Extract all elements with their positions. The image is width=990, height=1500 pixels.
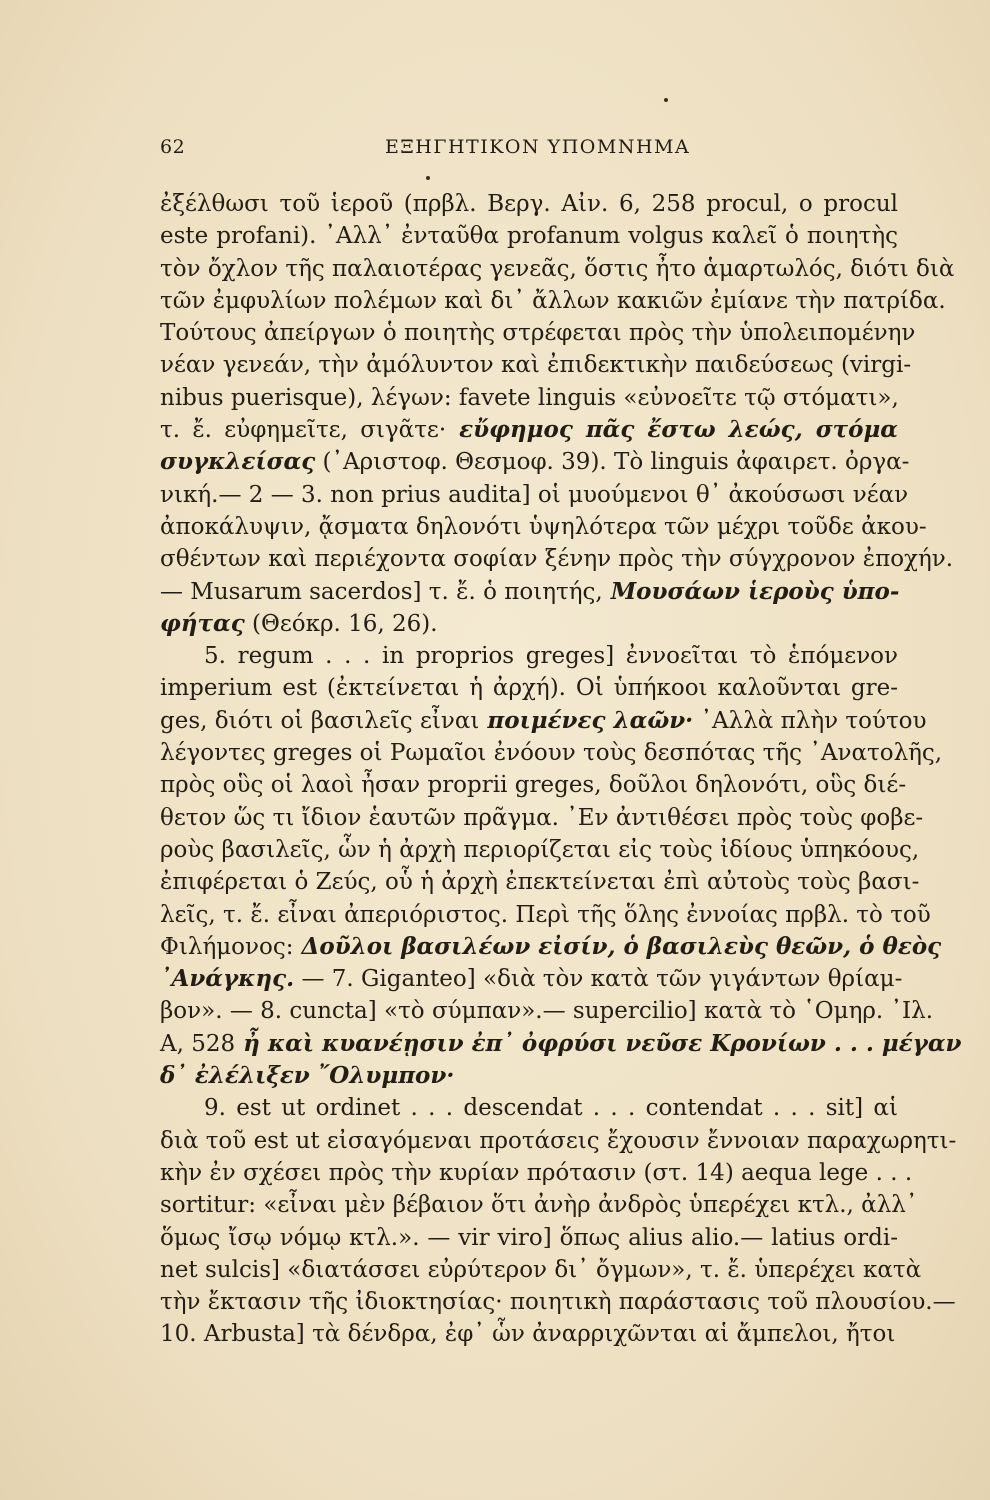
- text-line: [160, 769, 907, 801]
- line-segment: διὰ τοῦ est ut εἰσαγόμεναι προτάσεις ἔχουσιν ἔννοιαν παραχωρητι-: [160, 1127, 957, 1154]
- text-line: [160, 479, 909, 511]
- emphasized-quote: Δοῦλοι βασιλέων εἰσίν, ὁ βασιλεὺς θεῶν, ὁ θεὸς: [293, 932, 942, 960]
- line-segment: imperium est (ἐκτείνεται ἡ ἀρχή). Οἱ ὑπήκοοι καλοῦνται gre-: [160, 675, 898, 702]
- emphasized-quote: συγκλείσας: [160, 448, 316, 476]
- emphasized-quote: ἦ καὶ κυανέῃσιν ἐπ᾿ ὀφρύσι νεῦσε Κρονίων . . . μέγαν: [235, 1029, 962, 1057]
- text-line: [160, 1222, 898, 1254]
- line-segment: βον». — 8. cuncta] «τὸ σύμπαν».— supercilio] κατὰ τὸ ῾Ομηρ. ᾿Ιλ.: [160, 998, 934, 1025]
- commentary-text: [160, 188, 962, 1351]
- line-segment: τὴν ἔκτασιν τῆς ἰδιοκτησίας· ποιητικὴ παράστασις τοῦ πλουσίου.—: [160, 1289, 956, 1316]
- line-segment: — 7. Giganteo] «διὰ τὸν κατὰ τῶν γιγάντων θρίαμ-: [294, 966, 903, 993]
- text-line: [160, 1286, 956, 1318]
- text-line: [160, 672, 898, 704]
- line-segment: nibus puerisque), λέγων: favete linguis «εὐνοεῖτε τῷ στόματι»,: [160, 384, 899, 411]
- line-segment: σθέντων καὶ περιέχοντα σοφίαν ξένην πρὸς τὴν σύγχρονον ἐποχήν.: [160, 546, 954, 573]
- line-segment: ges, διότι οἱ βασιλεῖς εἶναι: [160, 707, 480, 734]
- line-segment: θετον ὥς τι ἴδιον ἑαυτῶν πρᾶγμα. ᾿Εν ἀντιθέσει πρὸς τοὺς φοβε-: [160, 804, 924, 831]
- emphasized-quote: Μουσάων ἱεροὺς ὑπο-: [602, 577, 900, 605]
- text-line: [160, 963, 903, 995]
- page-number: 62: [160, 136, 186, 158]
- line-segment: net sulcis] «διατάσσει εὐρύτερον δι᾿ ὄγμων», τ. ἔ. ὑπερέχει κατὰ: [160, 1256, 922, 1283]
- text-line: [160, 220, 898, 252]
- text-line: [160, 317, 916, 349]
- line-segment: sortitur: «εἶναι μὲν βέβαιον ὅτι ἀνὴρ ἀνδρὸς ὑπερέχει κτλ., ἀλλ᾿: [160, 1192, 918, 1219]
- text-line: [160, 737, 943, 769]
- line-segment: Τούτους ἀπείργων ὁ ποιητὴς στρέφεται πρὸς τὴν ὑπολειπομένην: [160, 320, 916, 347]
- line-segment: λεῖς, τ. ἔ. εἶναι ἀπεριόριστος. Περὶ τῆς ὅλης ἐννοίας πρβλ. τὸ τοῦ: [160, 901, 931, 928]
- text-line: [160, 1318, 898, 1350]
- line-segment: τῶν ἐμφυλίων πολέμων καὶ δι᾿ ἄλλων κακιῶν ἐμίανε τὴν πατρίδα.: [160, 287, 946, 314]
- line-segment: κὴν ἐν σχέσει πρὸς τὴν κυρίαν πρότασιν (στ. 14) aequa lege . . .: [160, 1159, 913, 1186]
- text-line: [160, 511, 927, 543]
- text-line: [160, 640, 898, 672]
- text-line: [160, 899, 931, 931]
- emphasized-quote: ποιμένες λαῶν·: [479, 706, 694, 734]
- line-segment: ἐπιφέρεται ὁ Ζεύς, οὗ ἡ ἀρχὴ ἐπεκτείνεται ἐπὶ αὐτοὺς τοὺς βασι-: [160, 869, 920, 896]
- text-line: [160, 382, 898, 414]
- text-line: [160, 1060, 898, 1092]
- text-line: [160, 1157, 913, 1189]
- line-segment: τὸν ὄχλον τῆς παλαιοτέρας γενεᾶς, ὅστις ἦτο ἁμαρτωλός, διότι διὰ: [160, 255, 955, 282]
- text-line: [160, 802, 924, 834]
- text-line: [160, 608, 898, 640]
- text-line: [160, 1189, 918, 1221]
- emphasized-quote: φήτας: [160, 609, 245, 637]
- text-line: [160, 995, 934, 1027]
- ink-speck: [664, 98, 668, 102]
- text-line: [160, 1254, 922, 1286]
- text-line: [160, 543, 954, 575]
- ink-speck: [426, 176, 430, 180]
- line-segment: πρὸς οὓς οἱ λαοὶ ἦσαν proprii greges, δοῦλοι δηλονότι, οὓς διέ-: [160, 772, 907, 799]
- line-segment: — Musarum sacerdos] τ. ἔ. ὁ ποιητής,: [160, 578, 603, 605]
- emphasized-quote: δ᾿ ἐλέλιξεν ῎Ολυμπον·: [160, 1062, 455, 1090]
- line-segment: Α, 528: [160, 1030, 236, 1057]
- running-head: ΕΞΗΓΗΤΙΚΟΝ ΥΠΟΜΝΗΜΑ: [385, 136, 691, 158]
- line-segment: νική.— 2 — 3. non prius audita] οἱ μυούμενοι θ᾿ ἀκούσωσι νέαν: [160, 481, 909, 508]
- text-line: [160, 414, 898, 446]
- line-segment: λέγοντες greges οἱ Ρωμαῖοι ἐνόουν τοὺς δεσπότας τῆς ᾿Ανατολῆς,: [160, 740, 943, 767]
- line-segment: 5. regum . . . in proprios greges] ἐννοεῖται τὸ ἑπόμενον: [204, 643, 898, 670]
- line-segment: (᾿Αριστοφ. Θεσμοφ. 39). Τὸ linguis ἀφαιρετ. ὀργα-: [315, 449, 910, 476]
- text-line: [160, 188, 898, 220]
- text-line: [160, 446, 910, 478]
- text-line: [160, 1092, 898, 1124]
- text-line: [160, 1125, 957, 1157]
- text-line: [160, 285, 946, 317]
- line-segment: 9. est ut ordinet . . . descendat . . . contendat . . . sit] αἱ: [204, 1095, 898, 1122]
- text-line: [160, 705, 927, 737]
- text-line: [160, 349, 912, 381]
- line-segment: τ. ἔ. εὐφημεῖτε, σιγᾶτε·: [160, 417, 447, 444]
- page-header: [160, 136, 900, 166]
- line-segment: νέαν γενεάν, τὴν ἀμόλυντον καὶ ἐπιδεκτικὴν παιδεύσεως (virgi-: [160, 352, 912, 379]
- text-line: [160, 253, 955, 285]
- line-segment: ᾿Αλλὰ πλὴν τούτου: [693, 707, 927, 734]
- text-line: [160, 1028, 962, 1060]
- line-segment: (Θεόκρ. 16, 26).: [244, 610, 438, 637]
- text-line: [160, 866, 920, 898]
- line-segment: ἀποκάλυψιν, ᾄσματα δηλονότι ὑψηλότερα τῶν μέχρι τοῦδε ἀκου-: [160, 513, 927, 540]
- line-segment: ροὺς βασιλεῖς, ὧν ἡ ἀρχὴ περιορίζεται εἰς τοὺς ἰδίους ὑπηκόους,: [160, 836, 920, 863]
- text-line: [160, 834, 920, 866]
- line-segment: ἐξέλθωσι τοῦ ἱεροῦ (πρβλ. Βεργ. Αἰν. 6, 258 procul, o procul: [160, 191, 898, 217]
- emphasized-quote: ᾿Ανάγκης.: [160, 965, 295, 993]
- line-segment: 10. Arbusta] τὰ δένδρα, ἐφ᾿ ὧν ἀναρριχῶνται αἱ ἄμπελοι, ἤτοι: [160, 1321, 896, 1348]
- text-line: [160, 931, 942, 963]
- line-segment: este profani). ᾿Αλλ᾿ ἐνταῦθα profanum volgus καλεῖ ὁ ποιητὴς: [160, 223, 898, 250]
- line-segment: Φιλήμονος:: [160, 933, 294, 960]
- line-segment: ὅμως ἴσῳ νόμῳ κτλ.». — vir viro] ὅπως alius alio.— latius ordi-: [160, 1224, 898, 1251]
- text-line: [160, 576, 898, 608]
- emphasized-quote: εὔφημος πᾶς ἔστω λεώς, στόμα: [446, 416, 899, 444]
